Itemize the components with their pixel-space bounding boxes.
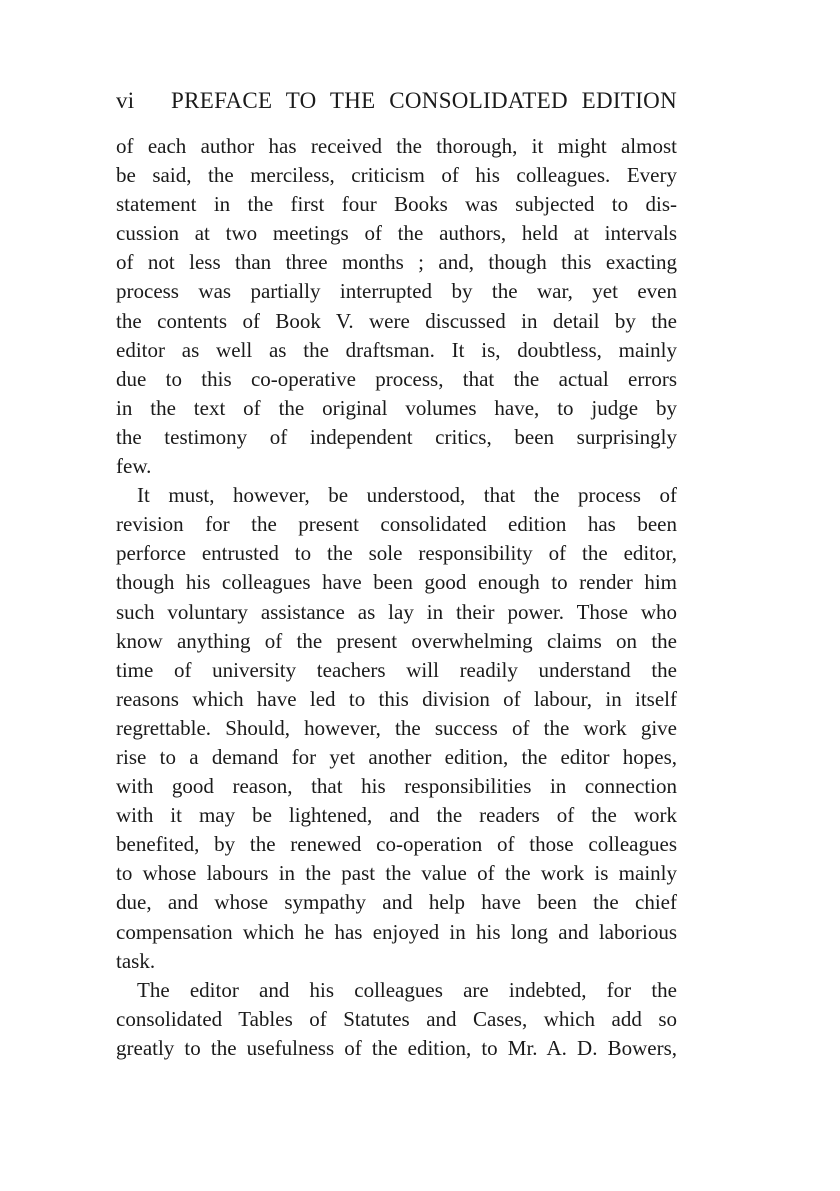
running-header xyxy=(116,88,677,118)
text-line: process was partially interrupted by the war, yet even xyxy=(116,279,677,304)
text-line: cussion at two meetings of the authors, held at intervals xyxy=(116,221,677,246)
text-line: few. xyxy=(116,454,152,479)
text-line: statement in the first four Books was subjected to dis- xyxy=(116,192,677,217)
page-number: vi xyxy=(116,88,135,113)
running-title: PREFACE TO THE CONSOLIDATED EDITION xyxy=(171,88,677,113)
text-line: editor as well as the draftsman. It is, doubtless, mainly xyxy=(116,337,677,362)
text-line: regrettable. Should, however, the success of the work give xyxy=(116,715,677,740)
text-line: of each author has received the thorough, it might almost xyxy=(116,134,677,158)
text-line: rise to a demand for yet another edition, the editor hopes, xyxy=(116,744,677,769)
text-line: greatly to the usefulness of the edition, to Mr. A. D. Bowers, xyxy=(116,1035,677,1060)
text-line: with it may be lightened, and the readers of the work xyxy=(116,803,677,828)
page-body xyxy=(116,132,677,1063)
text-line: task. xyxy=(116,948,156,973)
text-line: to whose labours in the past the value of the work is mainly xyxy=(116,861,677,886)
text-line: the testimony of independent critics, been surprisingly xyxy=(116,424,677,449)
text-line: due to this co-operative process, that the actual errors xyxy=(116,366,677,391)
text-line: of not less than three months ; and, though this exacting xyxy=(116,250,677,275)
text-line: benefited, by the renewed co-operation of those colleagues xyxy=(116,832,677,857)
paragraph xyxy=(116,132,677,481)
text-line: time of university teachers will readily understand the xyxy=(116,657,677,682)
text-line: such voluntary assistance as lay in their power. Those who xyxy=(116,599,677,624)
text-line: The editor and his colleagues are indebted, for the xyxy=(137,977,677,1002)
paragraph xyxy=(116,976,677,1063)
text-line: know anything of the present overwhelming claims on the xyxy=(116,628,677,653)
text-line: consolidated Tables of Statutes and Cases, which add so xyxy=(116,1006,677,1031)
text-line: perforce entrusted to the sole responsibility of the editor, xyxy=(116,541,677,566)
text-line: the contents of Book V. were discussed in detail by the xyxy=(116,308,677,333)
text-line: compensation which he has enjoyed in his long and laborious xyxy=(116,919,677,944)
paragraph xyxy=(116,481,677,976)
text-line: be said, the merciless, criticism of his colleagues. Every xyxy=(116,163,677,188)
text-line: due, and whose sympathy and help have been the chief xyxy=(116,890,677,915)
text-line: with good reason, that his responsibilities in connection xyxy=(116,774,677,799)
text-line: though his colleagues have been good enough to render him xyxy=(116,570,677,595)
text-line: reasons which have led to this division of labour, in itself xyxy=(116,686,677,711)
text-line: in the text of the original volumes have, to judge by xyxy=(116,395,677,420)
text-line: revision for the present consolidated edition has been xyxy=(116,512,677,537)
text-line: It must, however, be understood, that the process of xyxy=(137,483,677,508)
